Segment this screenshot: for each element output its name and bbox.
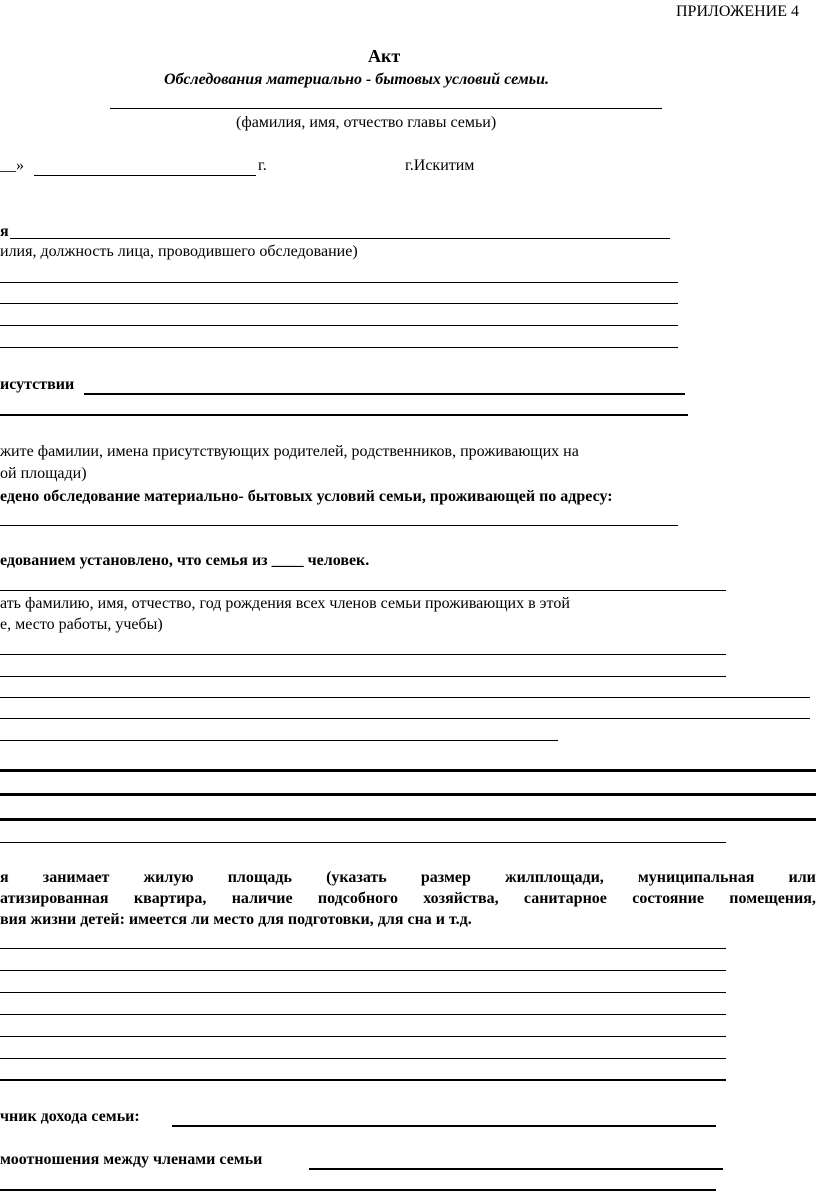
family-member-line-2[interactable] xyxy=(0,676,726,677)
appendix-label: ПРИЛОЖЕНИЕ 4 xyxy=(676,3,800,20)
housing-word: я xyxy=(0,869,9,886)
housing-word: жилплощади, xyxy=(504,869,604,886)
presence-label: исутствии xyxy=(0,376,75,393)
inspector-extra-line-1[interactable] xyxy=(0,282,678,283)
housing-line-6[interactable] xyxy=(0,1058,726,1059)
housing-line-4[interactable] xyxy=(0,1014,726,1015)
family-caption-2: е, место работы, учебы) xyxy=(0,616,163,633)
address-label: едено обследование материально- бытовых условий семьи, проживающей по адресу: xyxy=(0,488,613,505)
housing-text-line-1 xyxy=(0,870,816,886)
city-name: г.Искитим xyxy=(405,157,475,174)
housing-line-7[interactable] xyxy=(0,1079,726,1081)
housing-line-2[interactable] xyxy=(0,970,726,971)
housing-line-5[interactable] xyxy=(0,1036,726,1037)
family-member-line-6[interactable] xyxy=(0,769,816,772)
housing-word: наличие xyxy=(231,890,293,907)
housing-word: или xyxy=(788,869,816,886)
housing-line-3[interactable] xyxy=(0,992,726,993)
housing-text-line-2 xyxy=(0,891,816,907)
housing-word: хозяйства, xyxy=(423,890,499,907)
family-member-line-4[interactable] xyxy=(0,718,810,719)
housing-word: состояние xyxy=(632,890,704,907)
inspector-extra-line-4[interactable] xyxy=(0,347,678,348)
housing-word: квартира, xyxy=(133,890,207,907)
family-member-line-1[interactable] xyxy=(0,654,726,655)
relations-label: моотношения между членами семьи xyxy=(0,1151,263,1168)
inspector-extra-line-2[interactable] xyxy=(0,303,678,304)
inspector-line[interactable] xyxy=(10,238,670,239)
housing-word: атизированная xyxy=(0,890,109,907)
housing-word: размер xyxy=(420,869,471,886)
income-label: чник дохода семьи: xyxy=(0,1108,140,1125)
housing-line-1[interactable] xyxy=(0,948,726,949)
inspector-label: я xyxy=(0,223,9,240)
address-line[interactable] xyxy=(0,525,678,526)
document-title: Акт xyxy=(368,46,401,66)
relations-line-1[interactable] xyxy=(309,1168,723,1170)
family-member-line-3[interactable] xyxy=(0,697,810,698)
housing-word: помещения, xyxy=(729,890,816,907)
date-month-line[interactable] xyxy=(34,175,256,176)
head-name-line[interactable] xyxy=(110,108,662,109)
housing-word: (указать xyxy=(326,869,387,886)
housing-word: подсобного xyxy=(317,890,398,907)
family-line-top[interactable] xyxy=(0,590,726,591)
family-member-line-8[interactable] xyxy=(0,818,816,821)
inspector-extra-line-3[interactable] xyxy=(0,325,678,326)
housing-word: муниципальная xyxy=(637,869,755,886)
family-member-line-7[interactable] xyxy=(0,793,816,796)
housing-word: санитарное xyxy=(523,890,607,907)
family-member-line-9[interactable] xyxy=(0,842,726,843)
inspector-caption: илия, должность лица, проводившего обследование) xyxy=(0,243,358,260)
presence-line-1[interactable] xyxy=(84,393,685,395)
housing-text-line-3: вия жизни детей: имеется ли место для подготовки, для сна и т.д. xyxy=(0,911,472,928)
date-year-suffix: г. xyxy=(258,157,267,174)
date-quote: __» xyxy=(0,157,24,174)
family-member-line-5[interactable] xyxy=(0,740,558,741)
presence-caption-2: ой площади) xyxy=(0,465,87,482)
income-line[interactable] xyxy=(172,1125,716,1127)
relations-line-2[interactable] xyxy=(0,1189,716,1191)
housing-word: занимает xyxy=(42,869,110,886)
document-subtitle: Обследования материально - бытовых условий семьи. xyxy=(164,71,549,88)
housing-word: жилую xyxy=(143,869,194,886)
presence-line-2[interactable] xyxy=(0,414,688,416)
head-name-caption: (фамилия, имя, отчество главы семьи) xyxy=(236,114,497,131)
family-size-label: едованием установлено, что семья из ____ человек. xyxy=(0,552,370,569)
presence-caption-1: жите фамилии, имена присутствующих родителей, родственников, проживающих на xyxy=(0,443,579,460)
housing-word: площадь xyxy=(227,869,292,886)
family-caption-1: ать фамилию, имя, отчество, год рождения всех членов семьи проживающих в этой xyxy=(0,595,570,612)
